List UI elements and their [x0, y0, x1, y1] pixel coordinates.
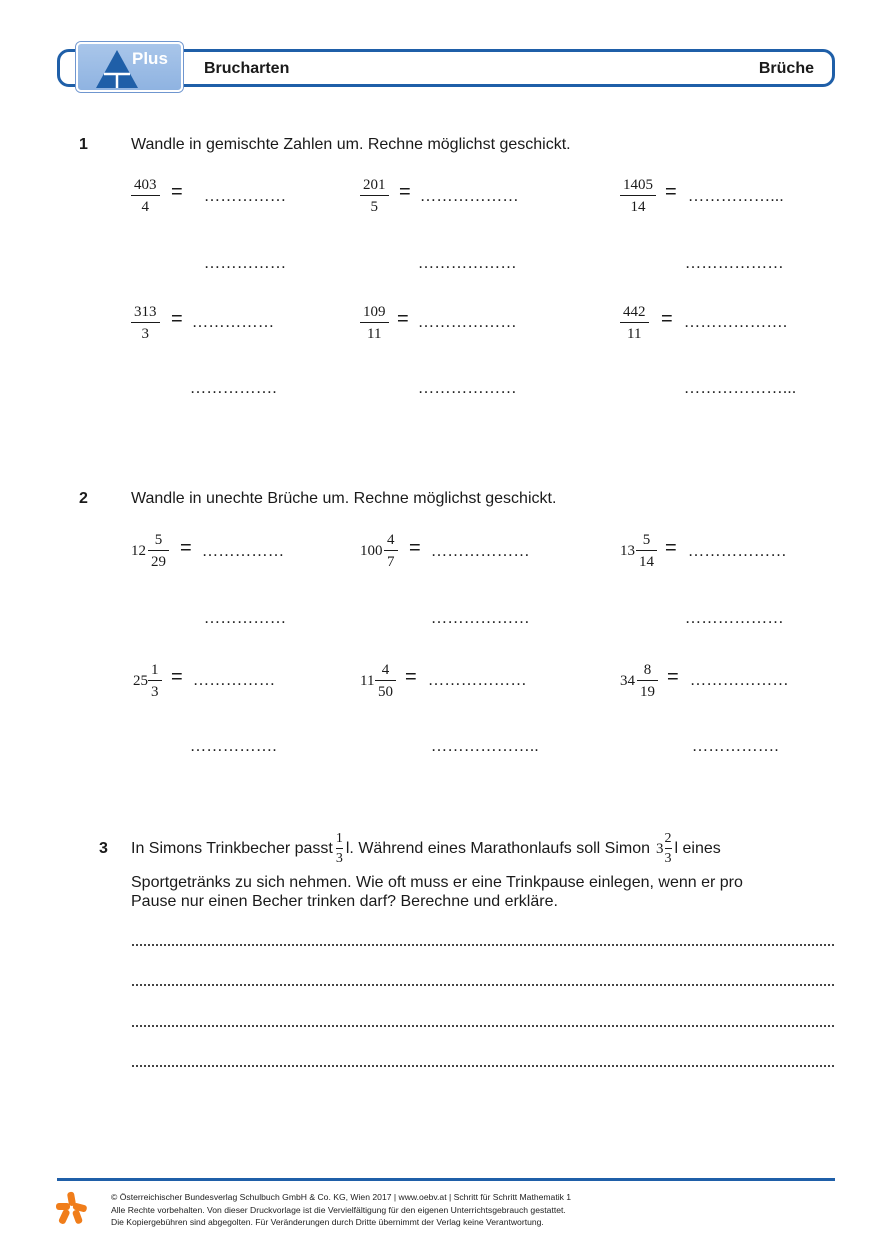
fraction: 109 11: [360, 305, 389, 342]
answer-line[interactable]: [132, 1025, 834, 1027]
answer-dots[interactable]: ………………: [418, 314, 517, 331]
fraction: 403 4: [131, 178, 160, 215]
answer-dots[interactable]: ……………: [204, 255, 287, 272]
fraction: $\frac{2}{3}$: [664, 831, 672, 866]
fraction: 8 19: [637, 663, 658, 700]
answer-dots[interactable]: ………………: [688, 543, 787, 560]
equals-sign: =: [171, 666, 183, 688]
footer-copyright: © Österreichischer Bundesverlag Schulbuch GmbH & Co. KG, Wien 2017 | www.oebv.at | Schritt für Schritt Mathematik 1 Alle Rechte vorbehalten. Von dieser Druckvorlage ist die Vervielfältigung für den eigenen Unterrichtsgebrauch gestattet. Die Kopiergebühren sind abgegolten. Für Veränderungen durch Dritte übernimmt der Verlag keine Verantwortung.: [111, 1192, 572, 1227]
equals-sign: =: [171, 181, 183, 203]
answer-dots[interactable]: ……………: [193, 672, 276, 689]
equals-sign: =: [661, 308, 673, 330]
fraction: 442 11: [620, 305, 649, 342]
equals-sign: =: [180, 537, 192, 559]
plus-badge: [76, 42, 183, 92]
fraction: 313 3: [131, 305, 160, 342]
answer-line[interactable]: [132, 944, 834, 946]
answer-line[interactable]: [132, 984, 834, 986]
fraction: 1 3: [148, 663, 162, 700]
equals-sign: =: [397, 308, 409, 330]
task-3-line-2: Sportgetränks zu sich nehmen. Wie oft muss er eine Trinkpause einlegen, wenn er pro: [131, 874, 743, 891]
answer-dots[interactable]: ………………: [418, 255, 517, 272]
fraction: $\frac{1}{3}$: [335, 831, 343, 866]
fraction: 4 50: [375, 663, 396, 700]
equals-sign: =: [665, 537, 677, 559]
badge-label: Plus: [132, 49, 168, 68]
task-2-instruction: Wandle in unechte Brüche um. Rechne möglichst geschickt.: [131, 490, 557, 507]
answer-dots[interactable]: ……………: [204, 188, 287, 205]
fraction: 5 29: [148, 533, 169, 570]
equals-sign: =: [667, 666, 679, 688]
answer-dots[interactable]: ………………: [420, 188, 519, 205]
answer-dots[interactable]: …………….: [692, 738, 779, 755]
whole-number: 25: [133, 673, 148, 689]
equals-sign: =: [405, 666, 417, 688]
answer-dots[interactable]: ………………: [685, 255, 784, 272]
task-3-number: 3: [99, 840, 108, 857]
fraction: 4 7: [384, 533, 398, 570]
whole-number: 11: [360, 673, 375, 689]
task-1-instruction: Wandle in gemischte Zahlen um. Rechne möglichst geschickt.: [131, 136, 571, 153]
whole-number: 12: [131, 543, 146, 559]
answer-dots[interactable]: ………………: [431, 610, 530, 627]
footer-rule: [57, 1178, 835, 1181]
equals-sign: =: [409, 537, 421, 559]
equals-sign: =: [399, 181, 411, 203]
answer-dots[interactable]: ………………...: [684, 380, 797, 397]
answer-dots[interactable]: ………………..: [431, 738, 539, 755]
publisher-logo-icon: [54, 1190, 90, 1226]
answer-dots[interactable]: ………………: [428, 672, 527, 689]
answer-dots[interactable]: ………………: [685, 610, 784, 627]
task-2-number: 2: [79, 490, 88, 507]
answer-dots[interactable]: ……………...: [688, 188, 784, 205]
answer-dots[interactable]: ………………: [431, 543, 530, 560]
page-title: Brucharten: [204, 60, 290, 77]
answer-dots[interactable]: ……………….: [684, 314, 788, 331]
equals-sign: =: [171, 308, 183, 330]
fraction: 1405 14: [620, 178, 656, 215]
answer-dots[interactable]: …………….: [190, 738, 277, 755]
answer-dots[interactable]: …………….: [190, 380, 277, 397]
task-3-line-1: In Simons Trinkbecher passt $\frac{1}{3}$ l. Während eines Marathonlaufs soll Simon 3 $\frac{2}{3}$ l eines: [131, 831, 721, 866]
whole-number: 34: [620, 673, 635, 689]
whole-number: 13: [620, 543, 635, 559]
answer-dots[interactable]: ……………: [192, 314, 275, 331]
fraction: 5 14: [636, 533, 657, 570]
task-3-line-3: Pause nur einen Becher trinken darf? Berechne und erkläre.: [131, 893, 558, 910]
answer-dots[interactable]: ……………: [202, 543, 285, 560]
answer-dots[interactable]: ………………: [690, 672, 789, 689]
page-topic: Brüche: [758, 60, 814, 77]
answer-dots[interactable]: ……………: [204, 610, 287, 627]
task-1-number: 1: [79, 136, 88, 153]
equals-sign: =: [665, 181, 677, 203]
fraction: 201 5: [360, 178, 389, 215]
whole-number: 100: [360, 543, 383, 559]
answer-line[interactable]: [132, 1065, 834, 1067]
answer-dots[interactable]: ………………: [418, 380, 517, 397]
